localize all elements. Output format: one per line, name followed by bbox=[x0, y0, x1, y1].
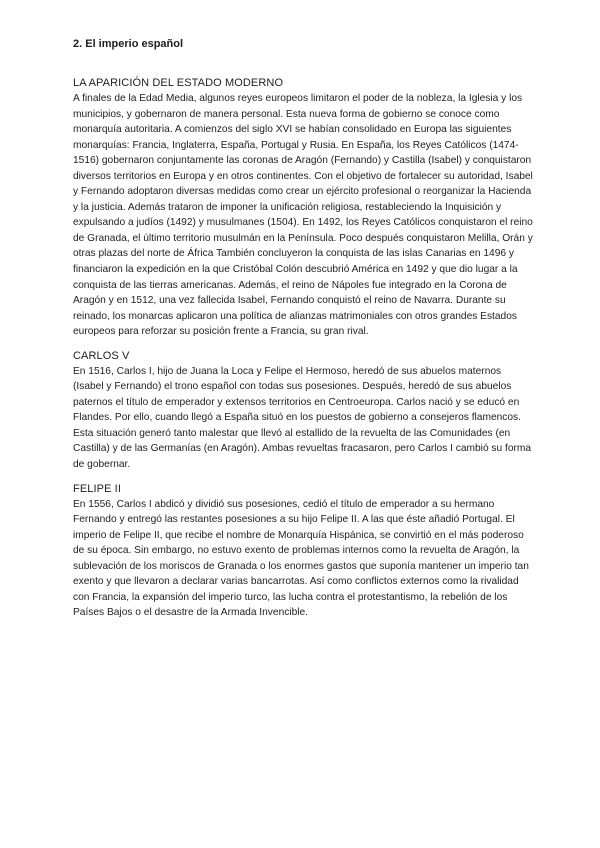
section-felipe-ii bbox=[73, 482, 533, 621]
section-paragraph: A finales de la Edad Media, algunos reyes europeos limitaron el poder de la nobleza, la Iglesia y los municipios, y gobernaron de manera personal. Esta nueva forma de gobierno se conoce como monarquía autoritaria. A comienzos del siglo XVI se habían consolidado en Europa las siguientes monarquías: Francia, Inglaterra, España, Portugal y Rusia. En España, los Reyes Católicos (1474-1516) gobernaron conjuntamente las coronas de Aragón (Fernando) y Castilla (Isabel) y conquistaron diversos territorios en Europa y en otros continentes. Con el objetivo de fortalecer su autoridad, Isabel y Fernando adoptaron diversas medidas como crear un ejército profesional o reorganizar la Hacienda y la justicia. Además trataron de imponer la unificación religiosa, restableciendo la Inquisición y expulsando a judíos (1492) y musulmanes (1504). En 1492, los Reyes Católicos conquistaron el reino de Granada, el último territorio musulmán en la Península. Poco después conquistaron Melilla, Orán y otras plazas del norte de África También concluyeron la conquista de las islas Canarias en 1496 y financiaron la expedición en la que Cristóbal Colón descubrió América en 1492 y que dio lugar a la conquista de las tierras americanas. Además, el reino de Nápoles fue integrado en la Corona de Aragón y en 1512, una vez fallecida Isabel, Fernando conquistó el reino de Navarra. Durante su reinado, los monarcas aplicaron una política de alianzas matrimoniales con otros grandes Estados europeos para reforzar su posición frente a Francia, su gran rival. bbox=[73, 93, 533, 338]
section-paragraph: En 1556, Carlos I abdicó y dividió sus posesiones, cedió el título de emperador a su hermano Fernando y entregó las restantes posesiones a su hijo Felipe II. A las que éste añadió Portugal. El imperio de Felipe II, que recibe el nombre de Monarquía Hispánica, se convirtió en el más poderoso de su época. Sin embargo, no estuvo exento de problemas internos como la revuelta de Aragón, la sublevación de los moriscos de Granada o los enormes gastos que suponía mantener un imperio tan exento y que llevaron a declarar varias bancarrotas. Así como conflictos externos como la rivalidad con Francia, la expansión del imperio turco, las lucha contra el protestantismo, la rebelión de los Países Bajos o el desastre de la Armada Invencible. bbox=[73, 498, 529, 619]
section-heading: LA APARICIÓN DEL ESTADO MODERNO bbox=[73, 77, 284, 89]
section-estado-moderno bbox=[73, 76, 533, 340]
section-heading: FELIPE II bbox=[73, 482, 121, 495]
document-title: 2. El imperio español bbox=[73, 38, 184, 50]
section-paragraph: En 1516, Carlos I, hijo de Juana la Loca y Felipe el Hermoso, heredó de sus abuelos maternos (Isabel y Fernando) el trono español con todas sus posesiones. Después, heredó de sus abuelos paternos el título de emperador y extensos territorios en Centroeuropa. Carlos nació y se educó en Flandes. Por ello, cuando llegó a España situó en los puestos de gobierno a consejeros flamencos. Esta situación generó tanto malestar que llevó al estallido de la revuelta de las Comunidades (en Castilla) y de las Germanías (en Aragón). Ambas revueltas fracasaron, pero Carlos I cambió su forma de gobernar. bbox=[73, 365, 532, 471]
section-carlos-v bbox=[73, 349, 533, 473]
document-page bbox=[73, 36, 533, 630]
section-heading: CARLOS V bbox=[73, 349, 130, 362]
